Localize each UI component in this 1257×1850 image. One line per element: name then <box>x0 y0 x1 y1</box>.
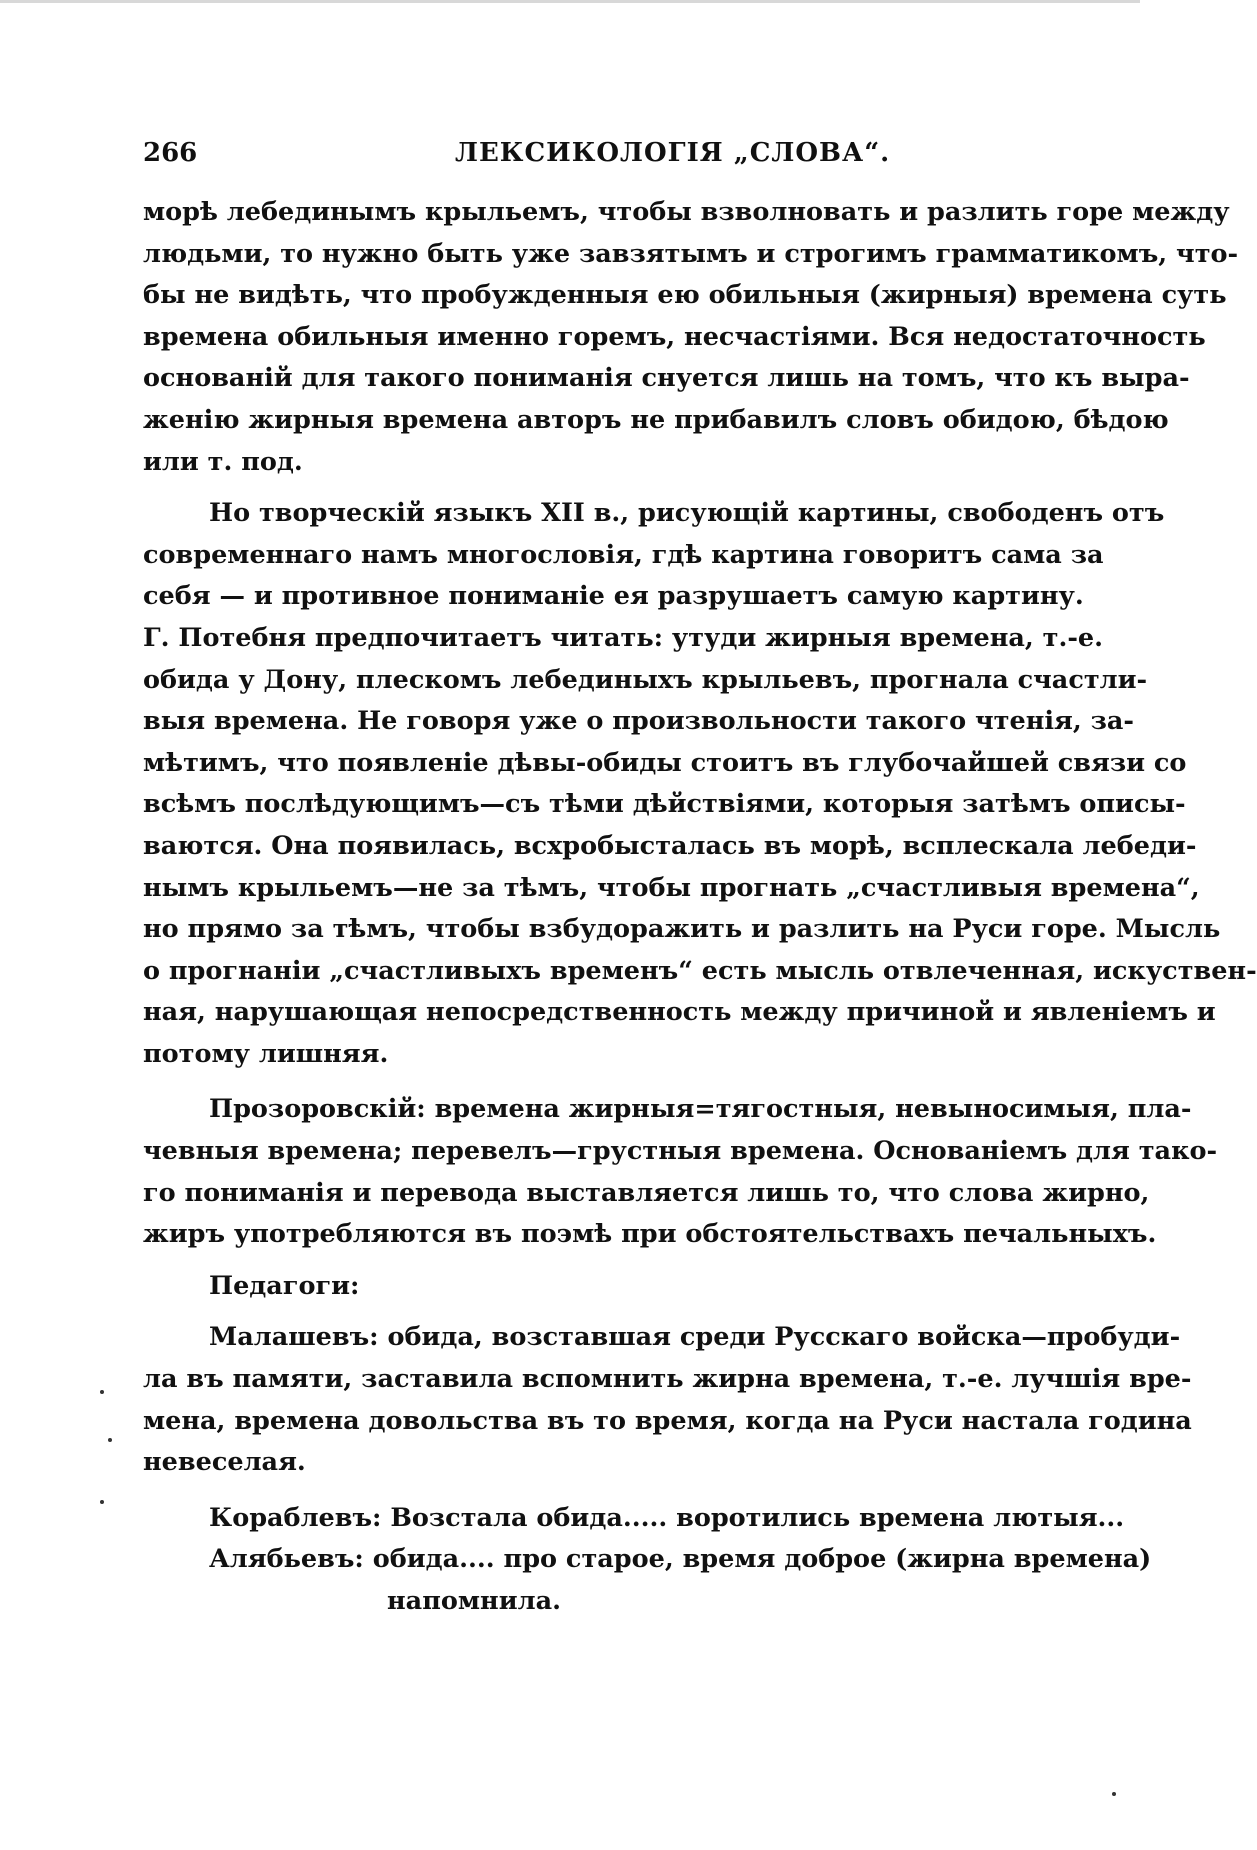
paragraph-6 <box>143 1498 1152 1623</box>
text-line: мена, времена довольства въ то время, когда на Руси настала година <box>143 1405 1192 1436</box>
page-number: 266 <box>143 138 198 168</box>
text-line: Малашевъ: обида, возставшая среди Русскаго войска—пробуди- <box>209 1322 1181 1353</box>
text-line: невеселая. <box>143 1447 306 1478</box>
text-line: Педагоги: <box>209 1270 360 1301</box>
text-line: всѣмъ послѣдующимъ—съ тѣми дѣйствіями, которыя затѣмъ описы- <box>143 789 1186 820</box>
text-line: морѣ лебединымъ крыльемъ, чтобы взволновать и разлить горе между <box>143 197 1230 227</box>
text-line: Кораблевъ: Возстала обида..... воротились времена лютыя... <box>209 1502 1125 1533</box>
text-line: или т. под. <box>143 446 303 477</box>
text-line: себя — и противное пониманіе ея разрушаетъ самую картину. <box>143 581 1084 612</box>
text-line: времена обильныя именно горемъ, несчастіями. Вся недостаточность <box>143 321 1206 352</box>
scan-mark <box>108 1438 112 1442</box>
text-line: нымъ крыльемъ—не за тѣмъ, чтобы прогнать „счастливыя времена“, <box>143 872 1200 903</box>
text-line: ная, нарушающая непосредственность между причиной и явленіемъ и <box>143 997 1216 1028</box>
text-line: обида у Дону, плескомъ лебединыхъ крыльевъ, прогнала счастли- <box>143 664 1148 695</box>
paragraph-4 <box>143 1266 1055 1308</box>
running-title: ЛЕКСИКОЛОГІЯ „СЛОВА“. <box>455 138 891 168</box>
scan-mark <box>1112 1792 1116 1796</box>
text-line: Прозоровскій: времена жирныя=тягостныя, невыносимыя, пла- <box>209 1094 1192 1125</box>
text-line: жиръ употребляются въ поэмѣ при обстоятельствахъ печальныхъ. <box>143 1219 1157 1250</box>
text-line: Но творческій языкъ XII в., рисующій картины, свободенъ отъ <box>209 498 1165 529</box>
text-line: выя времена. Не говоря уже о произвольности такого чтенія, за- <box>143 706 1135 737</box>
text-line: Г. Потебня предпочитаетъ читать: утуди жирныя времена, т.-е. <box>143 622 1104 653</box>
text-line: чевныя времена; перевелъ—грустныя времена. Основаніемъ для тако- <box>143 1136 1218 1167</box>
text-line: людьми, то нужно быть уже завзятымъ и строгимъ грамматикомъ, что- <box>143 238 1239 269</box>
text-line: бы не видѣть, что пробужденныя ею обильныя (жирныя) времена суть <box>143 280 1227 311</box>
paragraph-1 <box>143 192 1239 483</box>
text-line: женію жирныя времена авторъ не прибавилъ словъ обидою, бѣдою <box>143 404 1169 435</box>
text-line: современнаго намъ многословія, гдѣ картина говоритъ сама за <box>143 539 1104 570</box>
text-line: но прямо за тѣмъ, чтобы взбудоражить и разлить на Руси горе. Мысль <box>143 914 1221 945</box>
page-header <box>143 138 1053 178</box>
paragraph-2 <box>143 493 1257 1075</box>
text-line: ваются. Она появилась, всхробысталась въ морѣ, всплескала лебеди- <box>143 830 1197 861</box>
text-line: напомнила. <box>387 1586 561 1616</box>
top-edge-rule <box>0 0 1140 3</box>
text-line: о прогнаніи „счастливыхъ временъ“ есть мысль отвлеченная, искуствен- <box>143 955 1257 986</box>
scan-mark <box>100 1500 104 1504</box>
text-column <box>143 192 1257 1623</box>
text-line: мѣтимъ, что появленіе дѣвы-обиды стоитъ въ глубочайшей связи со <box>143 747 1187 778</box>
text-line: потому лишняя. <box>143 1038 389 1069</box>
text-line: го пониманія и перевода выставляется лишь то, что слова жирно, <box>143 1177 1150 1208</box>
text-line: основаній для такого пониманія снуется лишь на томъ, что къ выра- <box>143 363 1190 394</box>
scan-mark <box>100 1390 104 1394</box>
paragraph-5 <box>143 1317 1192 1483</box>
text-line: Алябьевъ: обида.... про старое, время доброе (жирна времена) <box>209 1544 1152 1575</box>
text-line: ла въ памяти, заставила вспомнить жирна времена, т.-е. лучшія вре- <box>143 1364 1192 1395</box>
paragraph-3 <box>143 1089 1218 1255</box>
